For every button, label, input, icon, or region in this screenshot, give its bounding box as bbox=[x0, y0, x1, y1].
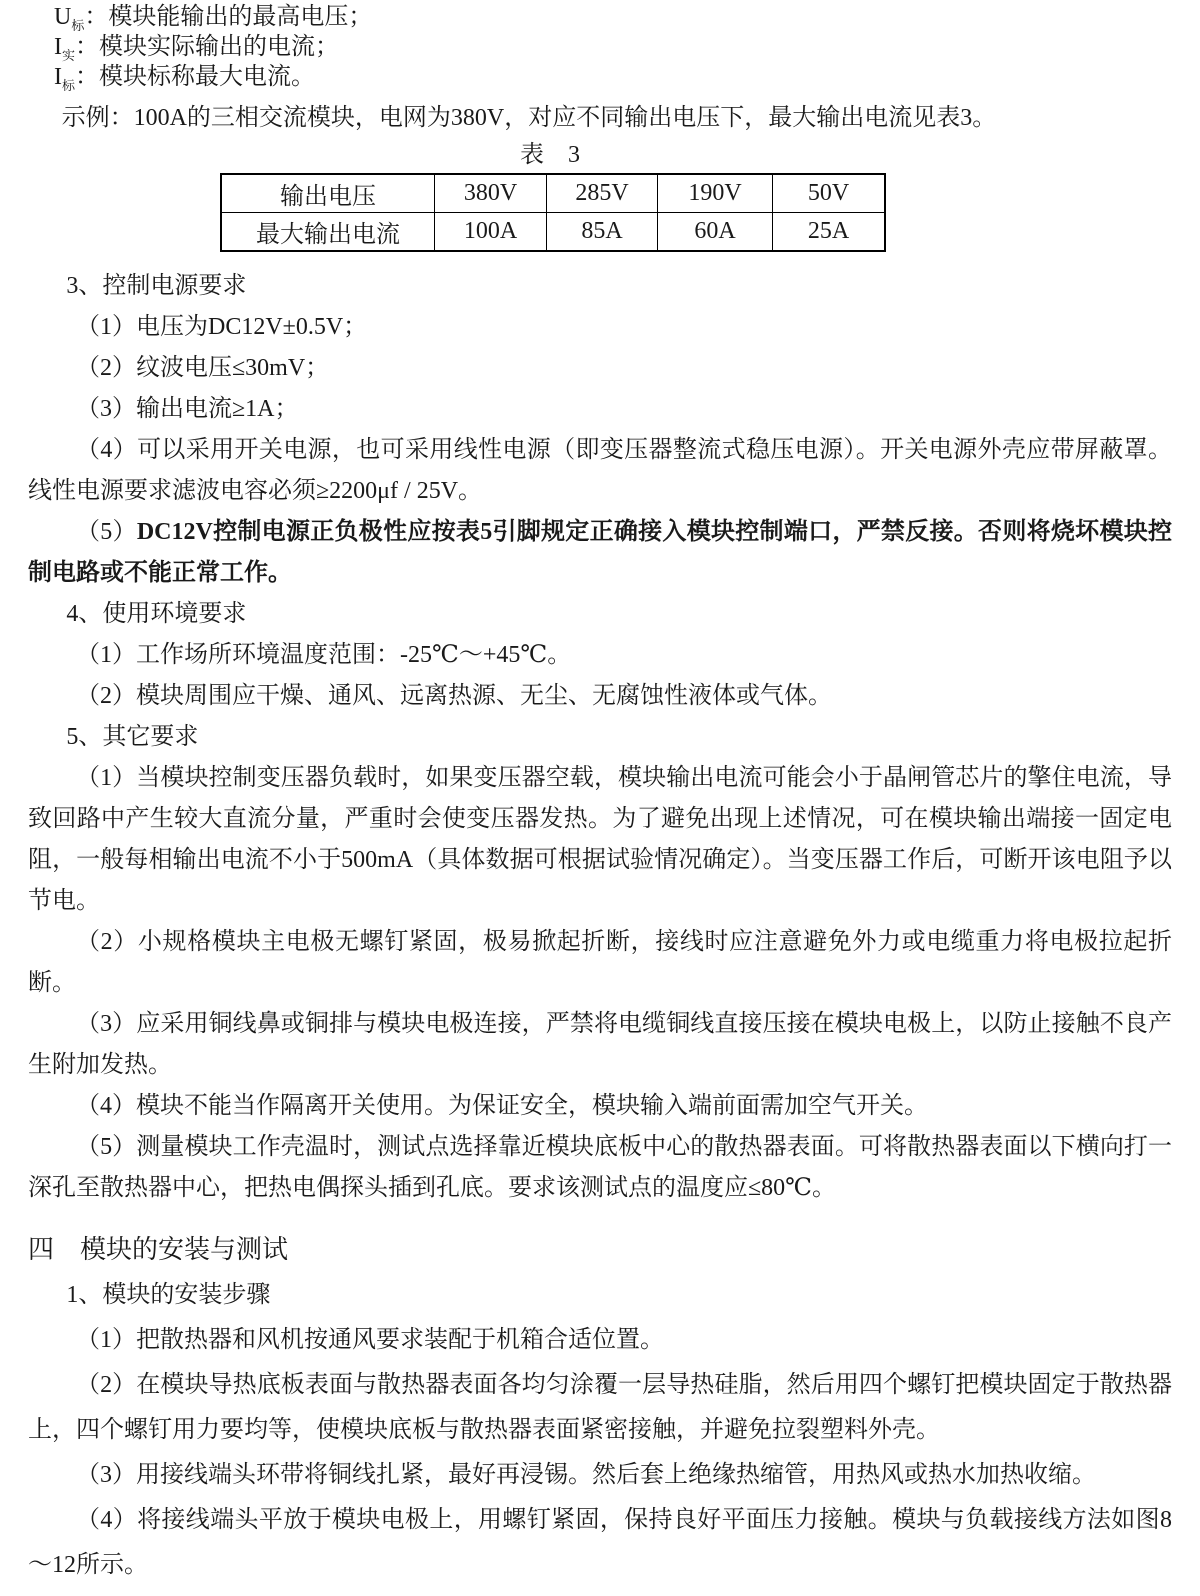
section5-heading: 5、其它要求 bbox=[66, 724, 199, 750]
install-step-4: （4）将接线端头平放于模块电极上，用螺钉紧固，保持良好平面压力接触。模块与负载接线方法如图8～12所示。 bbox=[28, 1507, 1172, 1578]
installation-steps bbox=[28, 1273, 1172, 1588]
table-cell: 最大输出电流 bbox=[221, 213, 435, 252]
table-cell: 输出电压 bbox=[221, 174, 435, 213]
section3-item-2: （2）纹波电压≤30mV； bbox=[76, 355, 330, 381]
install-step-2: （2）在模块导热底板表面与散热器表面各均匀涂覆一层导热硅脂，然后用四个螺钉把模块固定于散热器上，四个螺钉用力要均等，使模块底板与散热器表面紧密接触，并避免拉裂塑料外壳。 bbox=[28, 1372, 1172, 1443]
section4-item-2: （2）模块周围应干燥、通风、远离热源、无尘、无腐蚀性液体或气体。 bbox=[76, 683, 832, 709]
symbol-subscript: 实 bbox=[62, 47, 76, 63]
definition-i-rated bbox=[54, 62, 1172, 92]
symbol-definitions bbox=[28, 2, 1172, 92]
section5-item-3: （3）应采用铜线鼻或铜排与模块电极连接，严禁将电缆铜线直接压接在模块电极上，以防止接触不良产生附加发热。 bbox=[28, 1011, 1172, 1078]
table3 bbox=[220, 173, 886, 252]
table-cell: 100A bbox=[435, 213, 547, 252]
table-row bbox=[221, 174, 885, 213]
section5-item-2: （2）小规格模块主电极无螺钉紧固，极易掀起折断，接线时应注意避免外力或电缆重力将电极拉起折断。 bbox=[28, 929, 1172, 996]
section5-item-1: （1）当模块控制变压器负载时，如果变压器空载，模块输出电流可能会小于晶闸管芯片的擎住电流，导致回路中产生较大直流分量，严重时会使变压器发热。为了避免出现上述情况，可在模块输出端接一固定电阻，一般每相输出电流不小于500mA（具体数据可根据试验情况确定）。当变压器工作后，可断开该电阻予以节电。 bbox=[28, 765, 1172, 914]
section4-item-1: （1）工作场所环境温度范围：-25℃～+45℃。 bbox=[76, 642, 572, 668]
symbol-subscript: 标 bbox=[62, 77, 76, 93]
definition-u-rated bbox=[54, 2, 1172, 32]
table-cell: 285V bbox=[547, 174, 658, 213]
install-step-3: （3）用接线端头环带将铜线扎紧，最好再浸锡。然后套上绝缘热缩管，用热风或热水加热收缩。 bbox=[76, 1462, 1096, 1488]
section4-heading: 4、使用环境要求 bbox=[66, 601, 247, 627]
definition-i-actual bbox=[54, 32, 1172, 62]
section3-item-3: （3）输出电流≥1A； bbox=[76, 396, 299, 422]
definition-text: ：模块能输出的最高电压； bbox=[84, 4, 373, 30]
table-row bbox=[221, 213, 885, 252]
section3-item-1: （1）电压为DC12V±0.5V； bbox=[76, 314, 368, 340]
warning-bold-text: DC12V控制电源正负极性应按表5引脚规定正确接入模块控制端口，严禁反接。否则将烧坏模块控制电路或不能正常工作。 bbox=[28, 519, 1172, 586]
symbol-subscript: 标 bbox=[71, 17, 85, 33]
install-step-1: （1）把散热器和风机按通风要求装配于机箱合适位置。 bbox=[76, 1327, 664, 1353]
table-cell: 380V bbox=[435, 174, 547, 213]
body-text bbox=[28, 266, 1172, 1588]
section3-heading: 3、控制电源要求 bbox=[66, 273, 247, 299]
example-note: 示例：100A的三相交流模块，电网为380V，对应不同输出电压下，最大输出电流见表3。 bbox=[61, 105, 997, 131]
section3-item-4: （4）可以采用开关电源，也可采用线性电源（即变压器整流式稳压电源）。开关电源外壳应带屏蔽罩。线性电源要求滤波电容必须≥2200μf / 25V。 bbox=[28, 437, 1172, 504]
symbol-base: I bbox=[54, 64, 62, 90]
table-cell: 85A bbox=[547, 213, 658, 252]
table-cell: 60A bbox=[658, 213, 773, 252]
definition-text: ：模块实际输出的电流； bbox=[75, 34, 340, 60]
section5-item-4: （4）模块不能当作隔离开关使用。为保证安全，模块输入端前面需加空气开关。 bbox=[76, 1093, 928, 1119]
symbol-base: I bbox=[54, 34, 62, 60]
section3-item-5 bbox=[28, 512, 1172, 594]
table3-caption: 表 3 bbox=[520, 142, 580, 168]
item-number: （5） bbox=[76, 519, 137, 545]
table-cell: 190V bbox=[658, 174, 773, 213]
chapter4-heading: 四 模块的安装与测试 bbox=[28, 1235, 289, 1264]
section5-item-5: （5）测量模块工作壳温时，测试点选择靠近模块底板中心的散热器表面。可将散热器表面以下横向打一深孔至散热器中心，把热电偶探头插到孔底。要求该测试点的温度应≤80℃。 bbox=[28, 1134, 1172, 1201]
definition-text: ：模块标称最大电流。 bbox=[75, 64, 316, 90]
symbol-base: U bbox=[54, 4, 72, 30]
table-cell: 50V bbox=[773, 174, 886, 213]
table-cell: 25A bbox=[773, 213, 886, 252]
install-steps-heading: 1、模块的安装步骤 bbox=[66, 1282, 271, 1308]
